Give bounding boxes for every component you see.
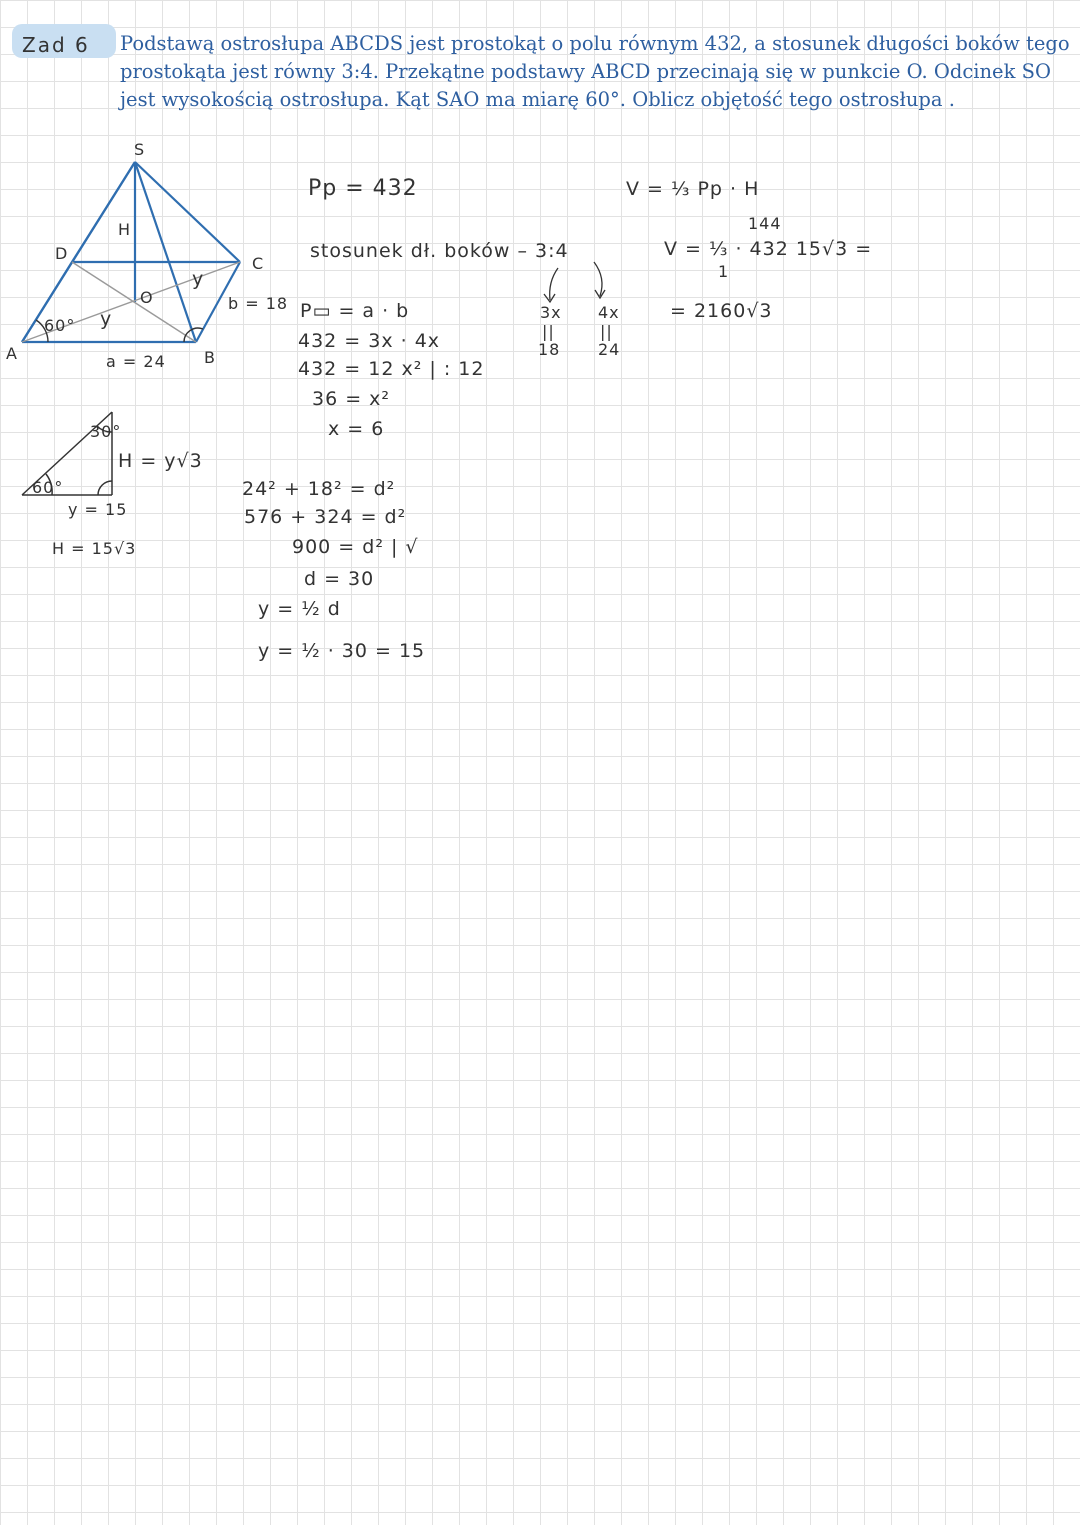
side-ratio: stosunek dł. boków – 3:4 <box>310 240 569 262</box>
diagonal-equation-3: 900 = d² | √ <box>292 536 419 558</box>
diagonal-equation-2: 576 + 324 = d² <box>244 506 407 528</box>
ratio-left-value: 18 <box>538 340 561 359</box>
ratio-arrows <box>544 262 605 302</box>
edge-SC <box>135 162 240 262</box>
vertex-D-label: D <box>55 244 69 263</box>
half-diagonal-y-left: y <box>100 308 113 330</box>
angle-60-label: 60° <box>44 316 76 335</box>
vertex-S-label: S <box>134 140 146 159</box>
triangle-base-label: y = 15 <box>68 500 128 519</box>
diagonal-equation-1: 24² + 18² = d² <box>242 478 396 500</box>
vertex-B-label: B <box>204 348 216 367</box>
diagonal-equation-4: d = 30 <box>304 568 375 590</box>
triangle-angle-60-label: 60° <box>32 478 64 497</box>
equation-2: 432 = 12 x² | : 12 <box>298 358 485 380</box>
base-area: Pp = 432 <box>308 176 418 201</box>
volume-formula: V = ⅓ Pp · H <box>626 178 760 200</box>
triangle-height-label: H = y√3 <box>118 450 203 472</box>
ratio-right-value: 24 <box>598 340 621 359</box>
problem-statement: Podstawą ostrosłupa ABCDS jest prostokąt o polu równym 432, a stosunek długości boków tego prostokąta jest równy 3:4. Przekątne podstawy ABCD przecinają się w punkcie O. Odcinek SO jest wysokością ostrosłupa. Kąt SAO ma miarę 60°. Oblicz objętość tego ostrosłupa . <box>120 32 1070 111</box>
edge-SB <box>135 162 196 342</box>
side-a-label: a = 24 <box>106 352 166 371</box>
volume-note-1: 1 <box>718 262 730 281</box>
equation-1: 432 = 3x · 4x <box>298 330 441 352</box>
ratio-right-expr: 4x <box>598 303 620 322</box>
volume-result: = 2160√3 <box>670 300 773 322</box>
volume-calculation: V = ⅓ · 432 15√3 = <box>664 238 873 260</box>
equation-3: 36 = x² <box>312 388 391 410</box>
ratio-left-expr: 3x <box>540 303 562 322</box>
ratio-left-equals: || <box>542 322 555 341</box>
area-formula: P▭ = a · b <box>300 300 410 322</box>
side-b-label: b = 18 <box>228 294 289 313</box>
task-label: Zad 6 <box>22 33 90 57</box>
height-H-label: H <box>118 220 132 239</box>
volume-note-144: 144 <box>748 214 782 233</box>
vertex-A-label: A <box>6 344 18 363</box>
triangle-right-angle <box>98 481 112 495</box>
half-diagonal-y-right: y <box>192 268 205 290</box>
ratio-right-equals: || <box>600 322 613 341</box>
vertex-C-label: C <box>252 254 265 273</box>
triangle-result-label: H = 15√3 <box>52 539 137 558</box>
half-diagonal-equation-1: y = ½ d <box>258 598 341 620</box>
center-O-label: O <box>140 288 154 307</box>
equation-4: x = 6 <box>328 418 385 440</box>
half-diagonal-equation-2: y = ½ · 30 = 15 <box>258 640 426 662</box>
triangle-angle-30-label: 30° <box>90 422 122 441</box>
edge-SD <box>72 162 135 262</box>
